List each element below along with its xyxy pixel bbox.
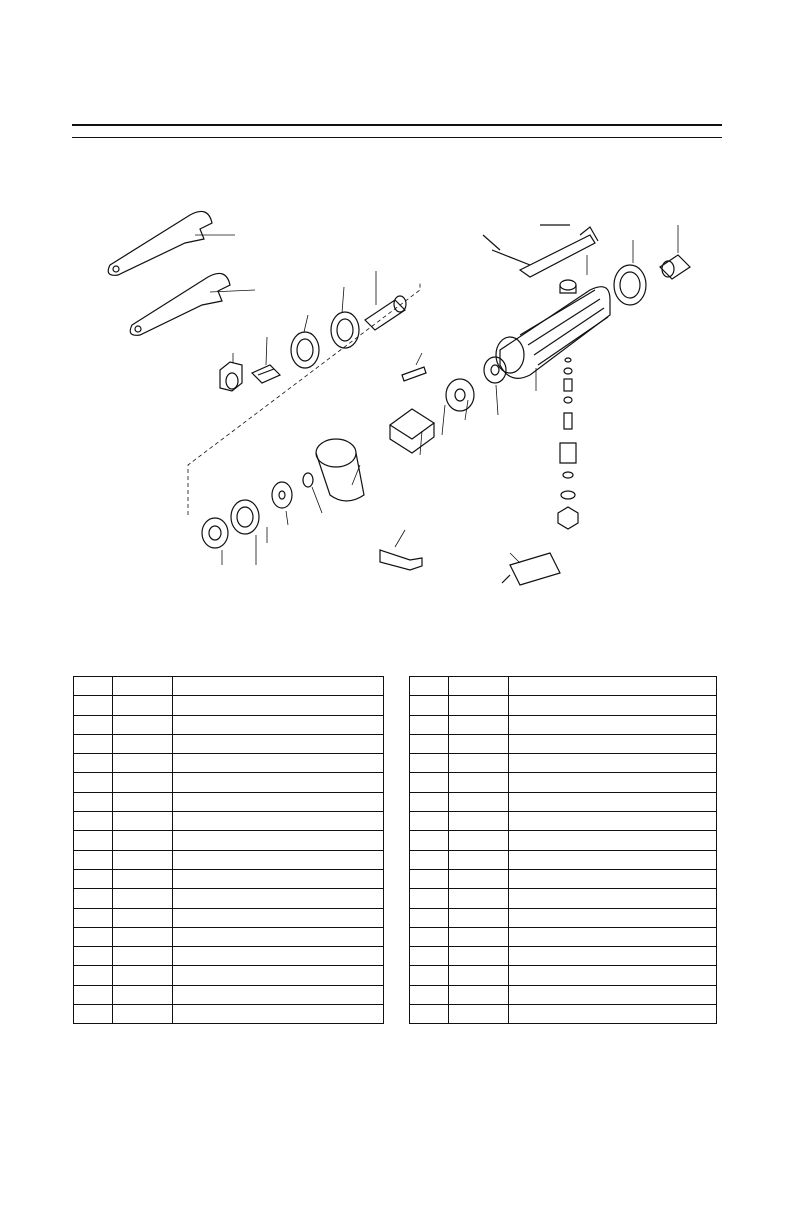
wrench-icon xyxy=(130,273,230,335)
table-row xyxy=(74,850,384,869)
table-row xyxy=(410,850,717,869)
table-row xyxy=(410,677,717,696)
table-row xyxy=(74,889,384,908)
collet-nut-icon xyxy=(220,362,242,391)
air-inlet-icon xyxy=(380,530,422,570)
table-row xyxy=(410,831,717,850)
key-icon xyxy=(402,367,426,381)
throttle-lever-icon xyxy=(520,227,598,277)
table-row xyxy=(74,677,384,696)
table-row xyxy=(74,985,384,1004)
table-row xyxy=(410,773,717,792)
table-row xyxy=(74,947,384,966)
table-row xyxy=(410,927,717,946)
wrench-icon xyxy=(108,211,212,275)
end-plate-icon xyxy=(446,379,474,411)
gear-ring-icon xyxy=(231,500,259,534)
table-row xyxy=(410,985,717,1004)
fitting-icon xyxy=(660,255,690,279)
table-row xyxy=(410,908,717,927)
bearing-icon xyxy=(202,518,228,548)
parts-table-left xyxy=(73,676,384,1024)
parts-table-right xyxy=(409,676,717,1024)
table-row xyxy=(74,715,384,734)
air-filter-icon xyxy=(502,553,560,585)
pin-icon xyxy=(483,225,570,265)
table-row xyxy=(410,696,717,715)
table-row xyxy=(74,734,384,753)
table-row xyxy=(410,966,717,985)
table-row xyxy=(74,1005,384,1024)
table-row xyxy=(410,889,717,908)
table-row xyxy=(74,696,384,715)
table-row xyxy=(410,734,717,753)
exploded-parts-diagram xyxy=(90,195,730,615)
table-row xyxy=(74,869,384,888)
valve-stack-icon xyxy=(558,358,578,529)
valve-cap-icon xyxy=(560,280,576,293)
table-row xyxy=(74,812,384,831)
gear-ring-icon xyxy=(331,312,359,348)
table-row xyxy=(410,869,717,888)
table-row xyxy=(74,966,384,985)
table-row xyxy=(410,792,717,811)
table-row xyxy=(74,908,384,927)
table-row xyxy=(410,812,717,831)
table-row xyxy=(410,715,717,734)
table-row xyxy=(74,831,384,850)
table-row xyxy=(74,792,384,811)
table-row xyxy=(410,947,717,966)
housing-icon xyxy=(496,287,610,379)
header-rule-thin xyxy=(72,137,722,138)
spindle-icon xyxy=(365,296,406,330)
table-row xyxy=(74,773,384,792)
cylinder-icon xyxy=(316,439,364,501)
washer-icon xyxy=(272,482,292,508)
table-row xyxy=(74,754,384,773)
gear-ring-icon xyxy=(291,332,319,368)
collet-icon xyxy=(252,365,280,383)
ring-icon xyxy=(303,473,313,487)
table-row xyxy=(410,1005,717,1024)
table-row xyxy=(410,754,717,773)
table-row xyxy=(74,927,384,946)
rotor-icon xyxy=(390,409,434,453)
muffler-icon xyxy=(614,265,646,305)
header-rule-thick xyxy=(72,124,722,126)
